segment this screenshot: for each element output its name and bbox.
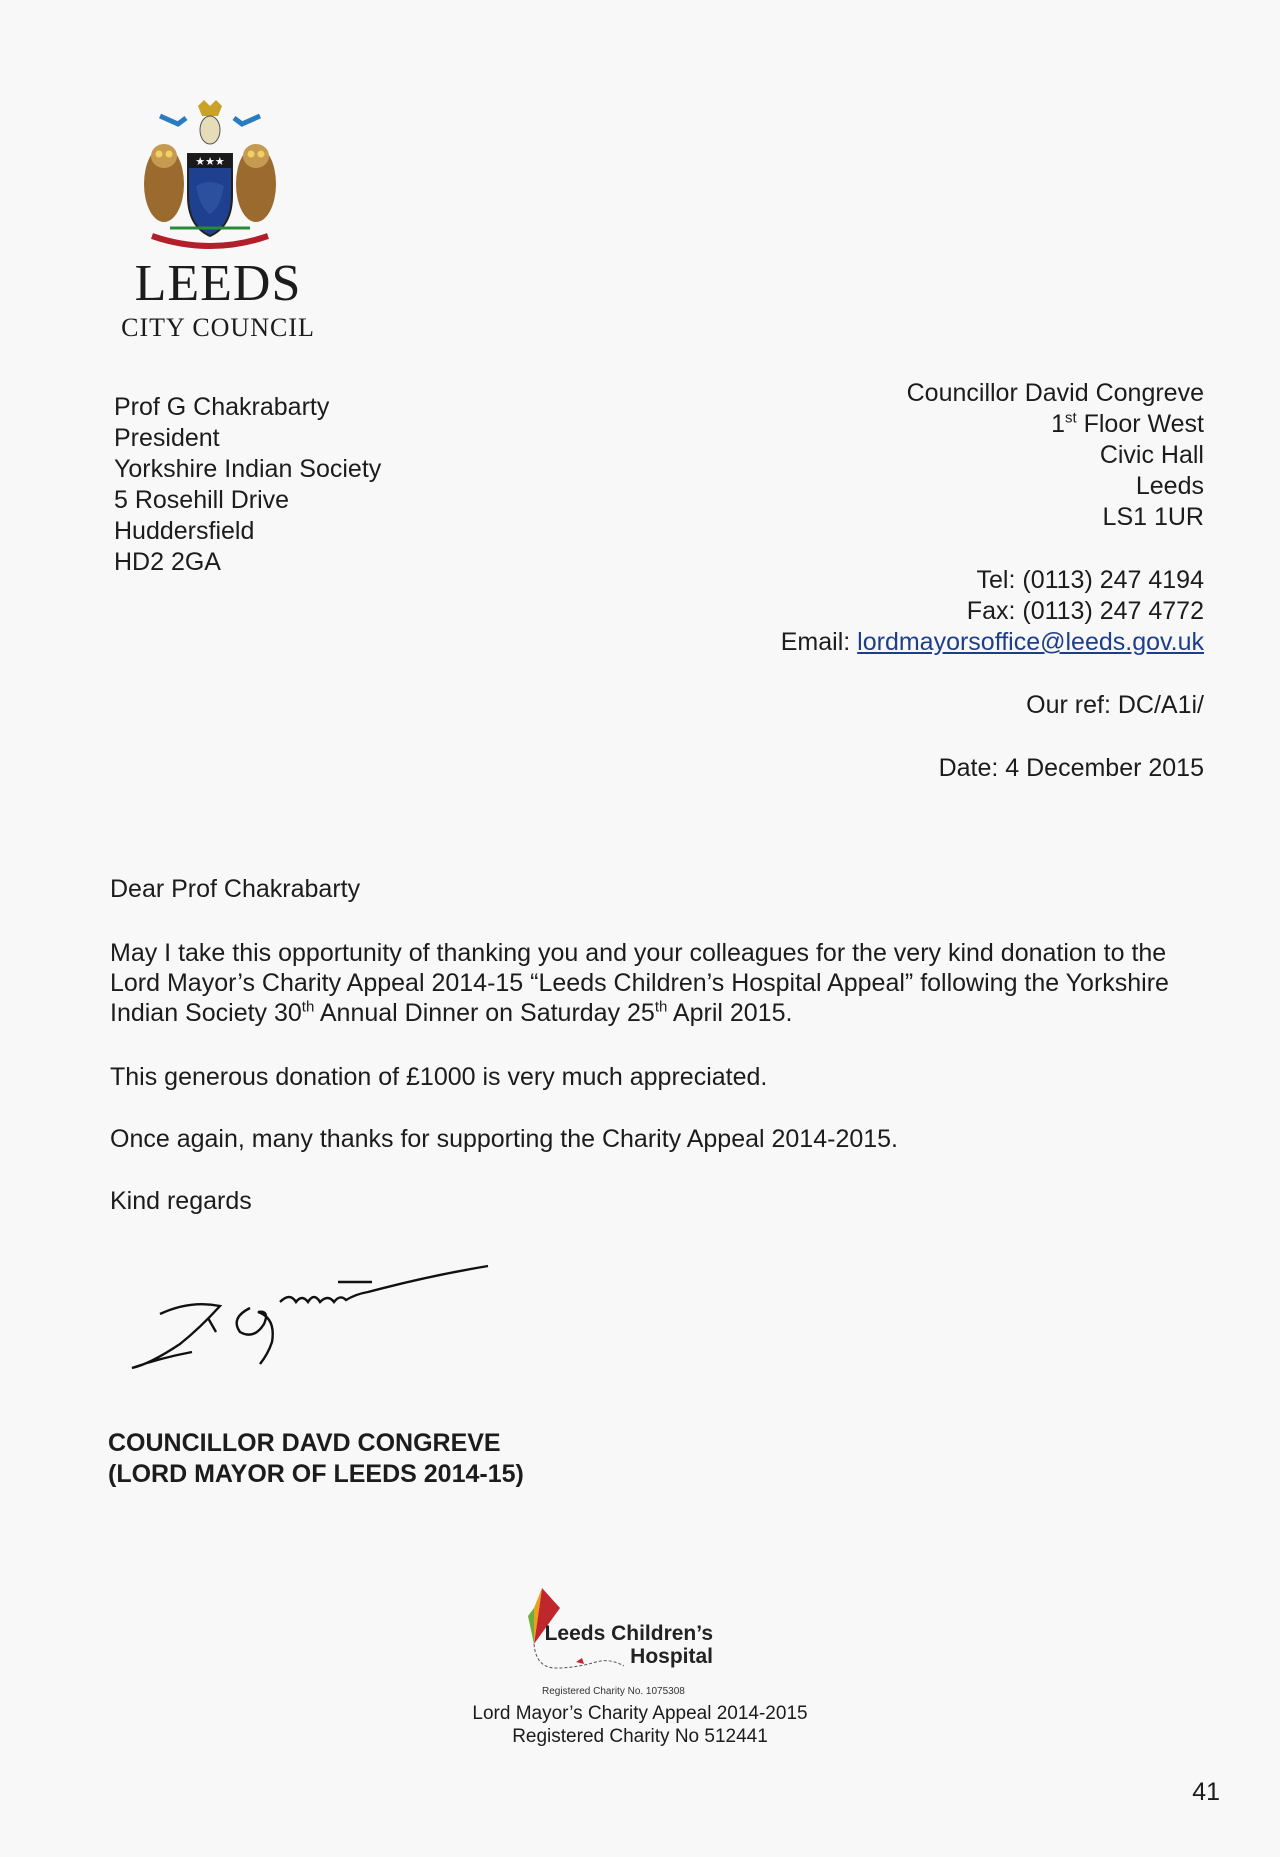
recipient-line: 5 Rosehill Drive — [114, 486, 290, 514]
closing: Kind regards — [110, 1187, 252, 1215]
tel: Tel: (0113) 247 4194 — [976, 566, 1204, 594]
sender-floor: 1st Floor West — [1051, 409, 1204, 438]
recipient-line: Yorkshire Indian Society — [114, 455, 382, 483]
signatory-name: COUNCILLOR DAVD CONGREVE (LORD MAYOR OF LEEDS 2014-15) — [108, 1429, 524, 1488]
paragraph-donation: This generous donation of £1000 is very much appreciated. — [110, 1063, 768, 1091]
salutation: Dear Prof Chakrabarty — [110, 875, 361, 903]
sender-postcode: LS1 1UR — [1102, 503, 1204, 531]
recipient-line: Prof G Chakrabarty — [114, 393, 330, 421]
hospital-logo-text: Leeds Children’s Hospital — [544, 1622, 713, 1668]
coat-of-arms-icon — [130, 98, 290, 253]
recipient-line: Huddersfield — [114, 517, 255, 545]
sender-name: Councillor David Congreve — [906, 379, 1204, 407]
paragraph-closing: Once again, many thanks for supporting the Charity Appeal 2014-2015. — [110, 1125, 899, 1153]
sender-line: Civic Hall — [1099, 441, 1204, 469]
footer-appeal: Lord Mayor’s Charity Appeal 2014-2015 — [472, 1703, 808, 1724]
email-row — [781, 627, 1204, 658]
sender-line: Leeds — [1135, 472, 1204, 500]
signature-icon — [130, 1262, 500, 1372]
recipient-line: President — [114, 424, 220, 452]
email-label: Email: — [780, 628, 858, 656]
recipient-line: HD2 2GA — [114, 548, 221, 576]
sender-address — [907, 378, 1204, 533]
hospital-reg-number: Registered Charity No. 1075308 — [542, 1686, 685, 1697]
email-link[interactable]: lordmayorsoffice@leeds.gov.uk — [857, 628, 1204, 656]
council-name-line1: LEEDS — [134, 255, 302, 312]
reference: Our ref: DC/A1i/ — [1026, 691, 1204, 719]
council-name-line2: CITY COUNCIL — [121, 313, 315, 342]
recipient-address — [114, 392, 381, 578]
paragraph-thanks: May I take this opportunity of thanking you and your colleagues for the very kind donation to the Lord Mayor’s Charity Appeal 2014-15 “Leeds Children’s Hospital Appeal” following the Yorkshire Indian Society 30th Annual Dinner on Saturday 25th April 2015. — [110, 939, 1169, 1027]
contact-details — [781, 565, 1204, 658]
letter-date: Date: 4 December 2015 — [938, 754, 1204, 782]
page-number: 41 — [1192, 1778, 1220, 1806]
council-name — [98, 256, 338, 344]
svg-text:★★★: ★★★ — [195, 156, 225, 168]
fax: Fax: (0113) 247 4772 — [966, 597, 1204, 625]
footer-charity-number: Registered Charity No 512441 — [512, 1726, 768, 1747]
